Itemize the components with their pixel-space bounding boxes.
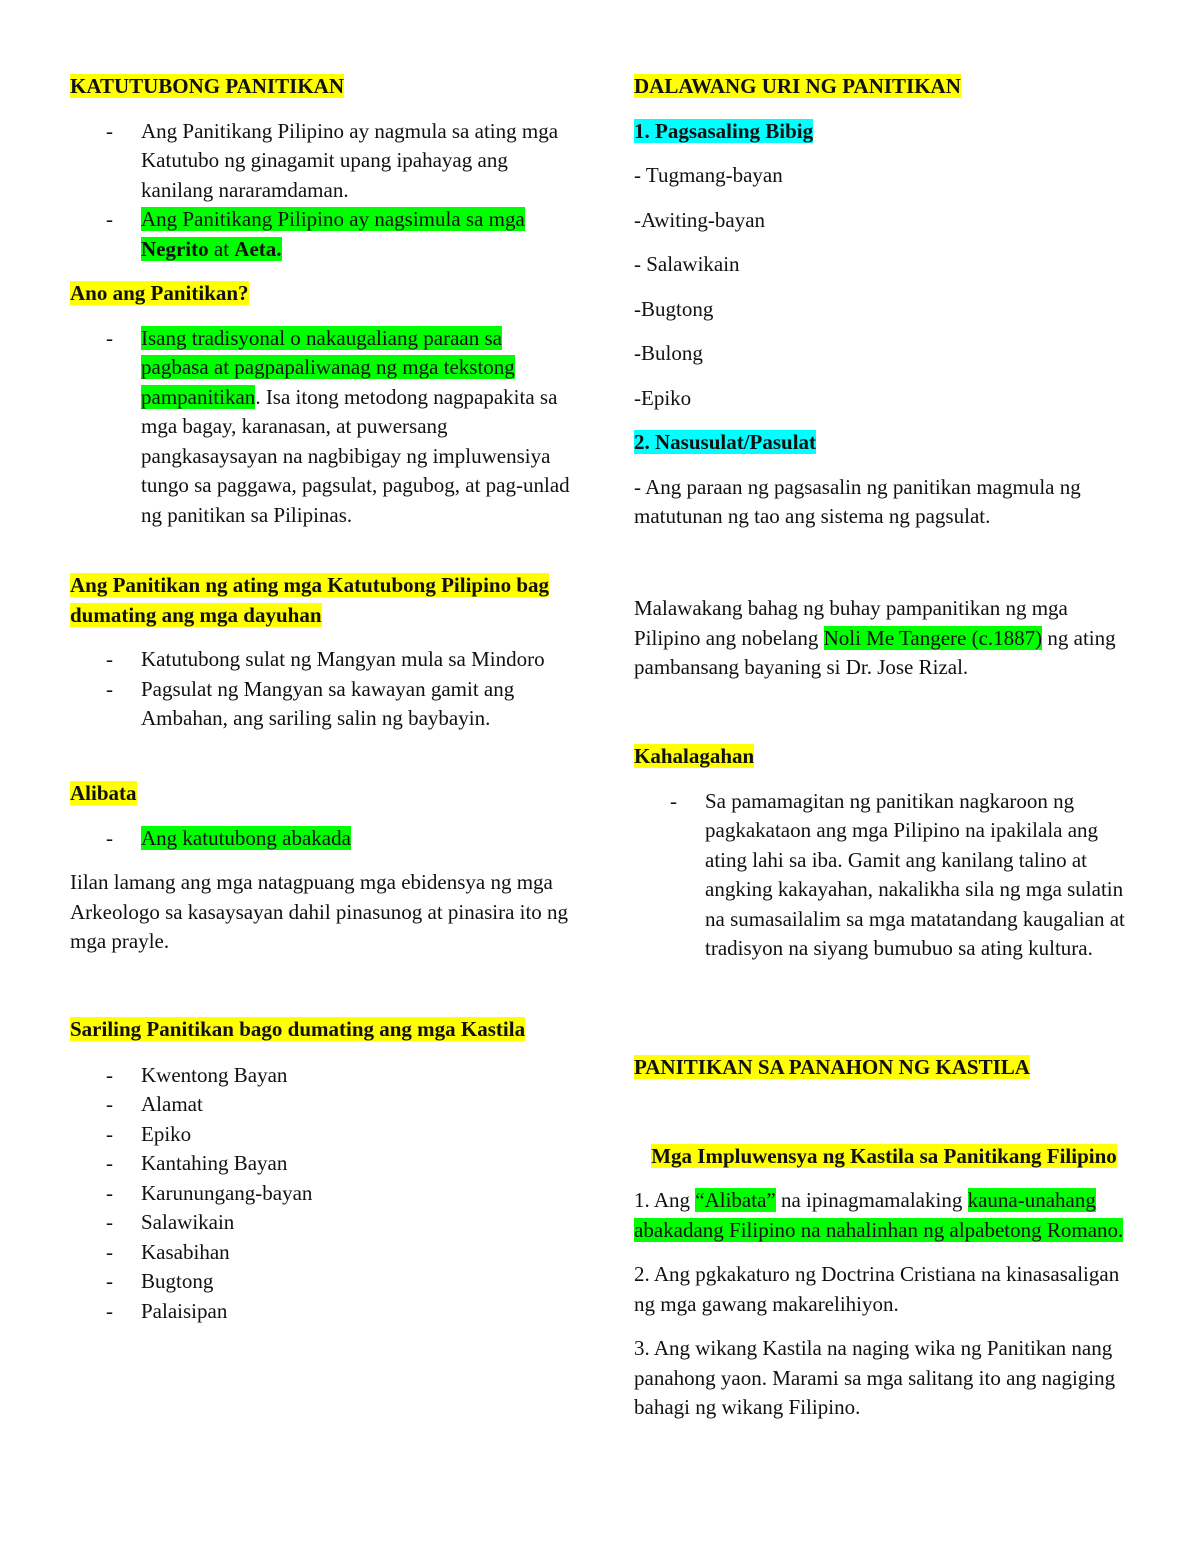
section-katutubong bbox=[70, 72, 570, 264]
heading-ano-ang-panitikan: Ano ang Panitikan? bbox=[70, 281, 249, 305]
list-item: - Salawikain bbox=[634, 252, 740, 276]
point-highlight: “Alibata” bbox=[695, 1188, 776, 1212]
heading-kahalagahan: Kahalagahan bbox=[634, 744, 755, 768]
list-item: - Kwentong Bayan bbox=[70, 1061, 570, 1091]
kastila-point-1 bbox=[634, 1186, 1134, 1245]
list-item: - Kantahing Bayan bbox=[70, 1149, 570, 1179]
subheading-nasusulat: 2. Nasusulat/Pasulat bbox=[634, 430, 817, 454]
point-highlight: kauna-unahang abakadang Filipino na nahalinhan ng alpabetong Romano. bbox=[634, 1188, 1124, 1242]
kahalagahan-list bbox=[634, 787, 1134, 964]
list-item: - Ang Panitikang Pilipino ay nagmula sa ating mga Katutubo ng ginagamit upang ipahayag ang kanilang nararamdaman. bbox=[70, 117, 570, 206]
heading-dalawang-uri: DALAWANG URI NG PANITIKAN bbox=[634, 74, 961, 98]
kastila-point-2: 2. Ang pgkakaturo ng Doctrina Cristiana na kinasasaligan ng mga gawang makarelihiyon. bbox=[634, 1262, 1120, 1316]
noli-paragraph bbox=[634, 594, 1134, 683]
point-text: 1. Ang bbox=[634, 1188, 696, 1212]
list-item: -Bulong bbox=[634, 341, 703, 365]
item-text: . Isa itong metodong nagpapakita sa mga bagay, karanasan, at puwersang pangkasaysayan na nagbibigay ng impluwensiya tungo sa paggawa, pagsulat, pagubog, at pag-unlad ng panitikan sa Pilipinas. bbox=[141, 384, 570, 527]
subheading-pagsasaling-bibig: 1. Pagsasaling Bibig bbox=[634, 118, 814, 143]
list-item bbox=[70, 205, 570, 264]
item-highlight: Isang tradisyonal o nakaugaliang paraan sa pagbasa at pagpapaliwanag ng mga tekstong pampanitikan bbox=[141, 325, 515, 409]
bago-dayuhan-list bbox=[70, 645, 570, 734]
item-bold-negrito: Negrito bbox=[141, 236, 209, 261]
item-text: at bbox=[208, 236, 235, 261]
list-item: - Salawikain bbox=[70, 1208, 570, 1238]
list-item: - Karunungang-bayan bbox=[70, 1179, 570, 1209]
list-item: - Sa pamamagitan ng panitikan nagkaroon ng pagkakataon ang mga Pilipino na ipakilala ang ating lahi sa iba. Gamit ang kanilang talino at angking kakayahan, nakalikha sila ng mga sulatin na sumasailalim sa mga matatandang kaugalian at tradisyon na siyang bumubuo sa ating kultura. bbox=[634, 787, 1134, 964]
heading-alibata: Alibata bbox=[70, 781, 137, 805]
list-item bbox=[70, 324, 570, 531]
heading-bago-dumating-dayuhan: Ang Panitikan ng ating mga Katutubong Pilipino bag dumating ang mga dayuhan bbox=[70, 573, 550, 627]
list-item: - Katutubong sulat ng Mangyan mula sa Mindoro bbox=[70, 645, 570, 675]
section-kastila bbox=[634, 1053, 1134, 1423]
heading-katutubong-panitikan: KATUTUBONG PANITIKAN bbox=[70, 74, 344, 98]
kastila-point-3: 3. Ang wikang Kastila na naging wika ng Panitikan nang panahong yaon. Marami sa mga salitang ito ang nagiging bahagi ng wikang Filipino. bbox=[634, 1336, 1116, 1419]
list-item: - Alamat bbox=[70, 1090, 570, 1120]
heading-sariling-panitikan: Sariling Panitikan bago dumating ang mga Kastila bbox=[70, 1017, 526, 1041]
list-item: - Bugtong bbox=[70, 1267, 570, 1297]
noli-highlight: Noli Me Tangere (c.1887) bbox=[823, 625, 1043, 650]
section-ano bbox=[70, 279, 570, 530]
section-kahalagahan bbox=[634, 742, 1134, 964]
section-dalawang-uri bbox=[634, 72, 1134, 532]
katutubong-list bbox=[70, 117, 570, 265]
item-bold-aeta: Aeta. bbox=[234, 236, 282, 261]
section-sariling bbox=[70, 1015, 570, 1326]
point-text: na ipinagmamalaking bbox=[775, 1188, 968, 1212]
section-alibata bbox=[70, 779, 570, 957]
list-item: -Bugtong bbox=[634, 296, 714, 321]
alibata-paragraph: Iilan lamang ang mga natagpuang mga ebidensya ng mga Arkeologo sa kasaysayan dahil pinasunog at pinasira ito ng mga prayle. bbox=[70, 870, 569, 953]
list-item: -Epiko bbox=[634, 385, 692, 410]
nasusulat-paragraph: - Ang paraan ng pagsasalin ng panitikan magmula ng matutunan ng tao ang sistema ng pagsulat. bbox=[634, 474, 1081, 528]
noli-text: ng ating pambansang bayaning si Dr. Jose Rizal. bbox=[634, 625, 1116, 679]
subheading-impluwensya: Mga Impluwensya ng Kastila sa Panitikang Filipino bbox=[651, 1143, 1117, 1168]
sariling-list bbox=[70, 1061, 570, 1327]
list-item: - Tugmang-bayan bbox=[634, 163, 783, 187]
list-item bbox=[70, 824, 570, 854]
list-item: - Epiko bbox=[70, 1120, 570, 1150]
alibata-list bbox=[70, 824, 570, 854]
list-item: - Palaisipan bbox=[70, 1297, 570, 1327]
noli-text: Malawakang bahag ng buhay pampanitikan ng mga Pilipino ang nobelang bbox=[634, 596, 1068, 650]
item-highlight: Ang katutubong abakada bbox=[141, 825, 351, 850]
section-bago-dayuhan bbox=[70, 571, 570, 734]
item-text: Ang Panitikang Pilipino ay nagsimula sa mga bbox=[141, 207, 525, 231]
ano-list bbox=[70, 324, 570, 531]
section-noli bbox=[634, 594, 1134, 683]
list-item: - Kasabihan bbox=[70, 1238, 570, 1268]
heading-panahon-kastila: PANITIKAN SA PANAHON NG KASTILA bbox=[634, 1055, 1030, 1079]
list-item: - Pagsulat ng Mangyan sa kawayan gamit ang Ambahan, ang sariling salin ng baybayin. bbox=[70, 675, 570, 734]
list-item: -Awiting-bayan bbox=[634, 207, 766, 232]
